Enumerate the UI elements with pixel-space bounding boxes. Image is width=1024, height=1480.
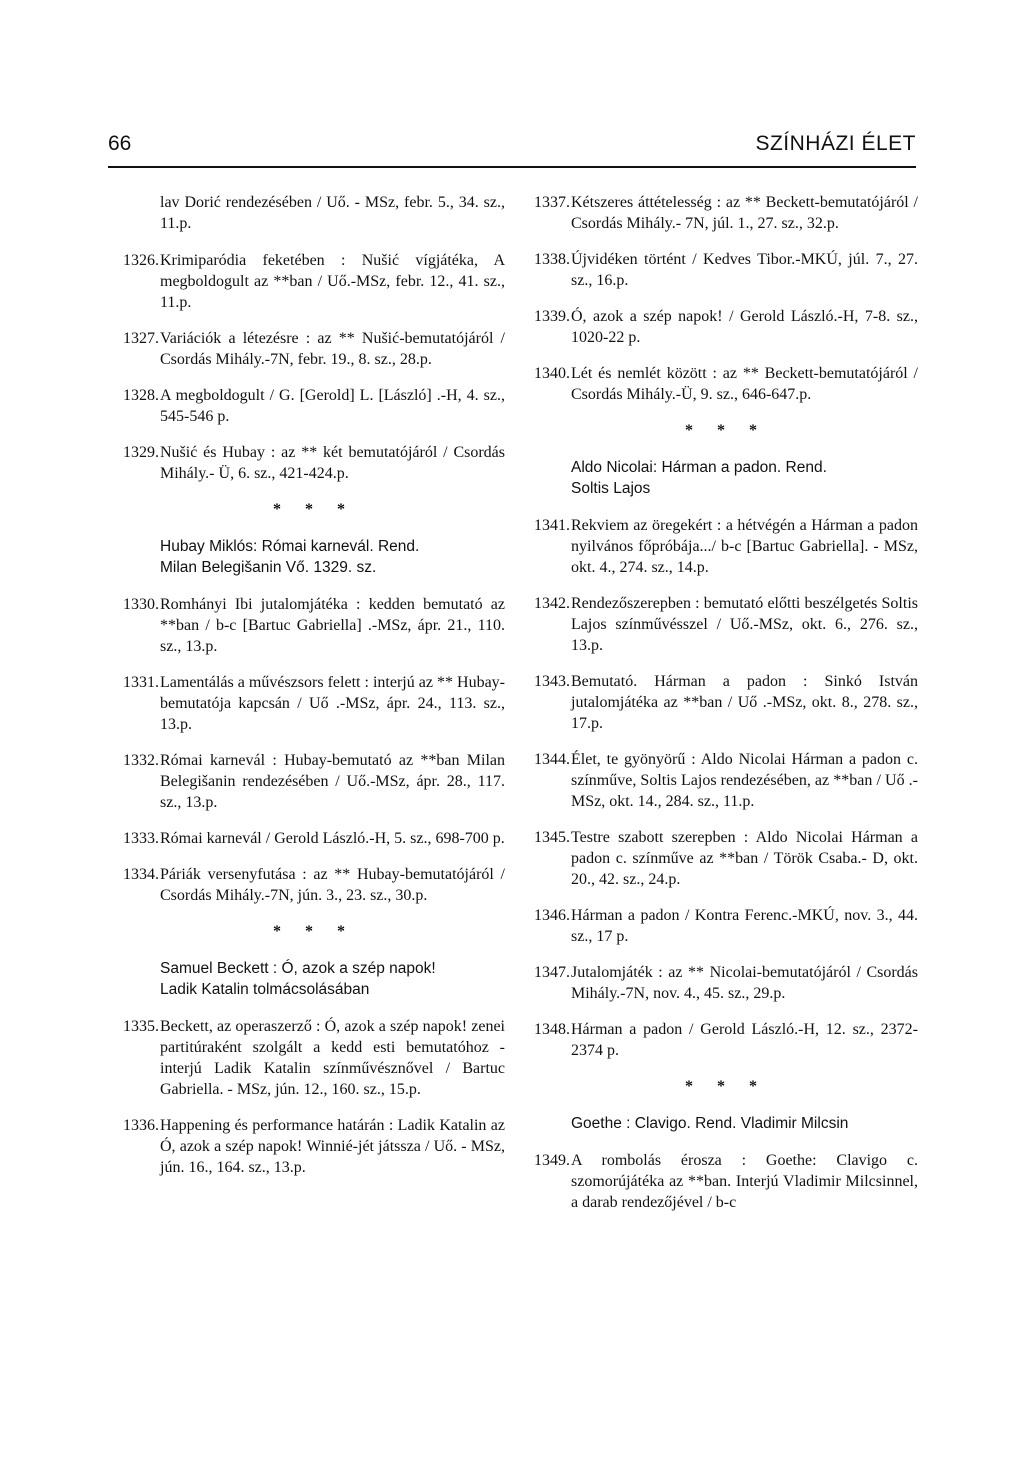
entry-number: 1345. (534, 829, 570, 846)
bibliography-entry (534, 905, 918, 947)
entry-list (534, 1150, 918, 1213)
entry-text: Ó, azok a szép napok! / Gerold László.-H, 7-8. sz., 1020-22 p. (571, 308, 918, 346)
section-heading (534, 457, 918, 499)
entry-text: Újvidéken történt / Kedves Tibor.-MKÚ, júl. 7., 27. sz., 16.p. (571, 251, 918, 289)
entry-number: 1337. (534, 194, 570, 211)
bibliography-entry (123, 672, 505, 735)
entry-list (123, 250, 505, 484)
bibliography-entry (534, 192, 918, 234)
entry-text: Hárman a padon / Gerold László.-H, 12. sz., 2372-2374 p. (571, 1021, 918, 1059)
bibliography-entry (534, 306, 918, 348)
bibliography-entry (534, 1150, 918, 1213)
entry-text: Happening és performance határán : Ladik Katalin az Ó, azok a szép napok! Winnié-jét játssza / Uő. - MSz, jún. 16., 164. sz., 13.p. (160, 1117, 505, 1176)
bibliography-entry (123, 1016, 505, 1100)
entry-number: 1343. (534, 673, 570, 690)
entry-text: Hárman a padon / Kontra Ferenc.-MKÚ, nov. 3., 44. sz., 17 p. (571, 907, 918, 945)
entry-number: 1346. (534, 907, 570, 924)
entry-number: 1347. (534, 964, 570, 981)
section-heading-line: Ladik Katalin tolmácsolásában (160, 981, 370, 998)
bibliography-entry (534, 749, 918, 812)
entry-list (123, 594, 505, 906)
bibliography-entry (534, 827, 918, 890)
header-rule (108, 166, 916, 168)
entry-number: 1331. (123, 674, 159, 691)
bibliography-entry (123, 828, 505, 849)
entry-list (534, 515, 918, 1061)
running-title: SZÍNHÁZI ÉLET (755, 132, 916, 155)
section-heading (534, 1113, 918, 1134)
entry-number: 1338. (534, 251, 570, 268)
bibliography-entry (534, 515, 918, 578)
entry-text: Rendezőszerepben : bemutató előtti beszélgetés Soltis Lajos színművésszel / Uő.-MSz, okt. 6., 276. sz., 13.p. (571, 595, 918, 654)
bibliography-entry (123, 864, 505, 906)
entry-text: Rekviem az öregekért : a hétvégén a Hárman a padon nyilvános főpróbája.../ b-c [Bartuc Gabriella]. - MSz, okt. 4., 274. sz., 14.p. (571, 517, 918, 576)
bibliography-entry (123, 442, 505, 484)
entry-text: Római karnevál / Gerold László.-H, 5. sz., 698-700 p. (160, 830, 505, 847)
entry-text: Jutalomjáték : az ** Nicolai-bemutatójáról / Csordás Mihály.-7N, nov. 4., 45. sz., 29.p. (571, 964, 918, 1002)
section-heading (123, 536, 505, 578)
entry-text: Lét és nemlét között : az ** Beckett-bemutatójáról / Csordás Mihály.-Ü, 9. sz., 646-647.p. (571, 365, 918, 403)
entry-list (534, 192, 918, 405)
entry-number: 1344. (534, 751, 570, 768)
entry-number: 1336. (123, 1117, 159, 1134)
entry-text: A megboldogult / G. [Gerold] L. [László] .-H, 4. sz., 545-546 p. (160, 387, 505, 425)
entry-text: Páriák versenyfutása : az ** Hubay-bemutatójáról / Csordás Mihály.-7N, jún. 3., 23. sz., 30.p. (160, 866, 505, 904)
section-heading-line: Aldo Nicolai: Hárman a padon. Rend. (571, 459, 827, 476)
bibliography-entry (534, 671, 918, 734)
entry-text: A rombolás érosza : Goethe: Clavigo c. szomorújátéka az **ban. Interjú Vladimir Milcsinnel, a darab rendezőjével / b-c (571, 1152, 918, 1211)
entry-text: Római karnevál : Hubay-bemutató az **ban Milan Belegišanin rendezésében / Uő.-MSz, ápr. 28., 117. sz., 13.p. (160, 752, 505, 811)
bibliography-entry (534, 962, 918, 1004)
entry-text: Kétszeres áttételesség : az ** Beckett-bemutatójáról / Csordás Mihály.- 7N, júl. 1., 27. sz., 32.p. (571, 194, 918, 232)
entry-number: 1349. (534, 1152, 570, 1169)
section-heading-line: Soltis Lajos (571, 480, 651, 497)
entry-number: 1342. (534, 595, 570, 612)
left-column (123, 192, 505, 1193)
entry-number: 1326. (123, 252, 159, 269)
right-column (534, 192, 918, 1228)
bibliography-entry (123, 1115, 505, 1178)
bibliography-entry (123, 385, 505, 427)
bibliography-entry (123, 250, 505, 313)
entry-text: Nušić és Hubay : az ** két bemutatójáról / Csordás Mihály.- Ü, 6. sz., 421-424.p. (160, 444, 505, 482)
entry-number: 1340. (534, 365, 570, 382)
entry-text: Testre szabott szerepben : Aldo Nicolai Hárman a padon c. színműve az **ban / Török Csaba.- D, okt. 20., 42. sz., 24.p. (571, 829, 918, 888)
entry-text: Krimiparódia feketében : Nušić vígjátéka, A megboldogult az **ban / Uő.-MSz, febr. 12., 41. sz., 11.p. (160, 252, 505, 311)
entry-text: Bemutató. Hárman a padon : Sinkó István jutalomjátéka az **ban / Uő .-MSz, okt. 8., 278. sz., 17.p. (571, 673, 918, 732)
entry-number: 1328. (123, 387, 159, 404)
entry-number: 1332. (123, 752, 159, 769)
entry-number: 1341. (534, 517, 570, 534)
entry-number: 1333. (123, 830, 159, 847)
continuation-text: lav Dorić rendezésében / Uő. - MSz, febr. 5., 34. sz., 11.p. (160, 194, 505, 232)
section-heading-line: Goethe : Clavigo. Rend. Vladimir Milcsin (571, 1115, 849, 1132)
entry-number: 1339. (534, 308, 570, 325)
entry-number: 1329. (123, 444, 159, 461)
section-heading-line: Hubay Miklós: Római karnevál. Rend. (160, 538, 420, 555)
section-separator: * * * (273, 501, 355, 518)
page-header (108, 126, 916, 162)
section-separator: * * * (273, 923, 355, 940)
bibliography-entry (123, 328, 505, 370)
section-heading-line: Samuel Beckett : Ó, azok a szép napok! (160, 960, 436, 977)
entry-text: Beckett, az operaszerző : Ó, azok a szép napok! zenei partitúraként szolgált a kedd esti bemutatóhoz - interjú Ladik Katalin színművésznővel / Bartuc Gabriella. - MSz, jún. 12., 160. sz., 15.p. (160, 1018, 505, 1098)
section-separator: * * * (685, 1078, 767, 1095)
entry-text: Lamentálás a művészsors felett : interjú az ** Hubay-bemutatója kapcsán / Uő .-MSz, ápr. 24., 113. sz., 13.p. (160, 674, 505, 733)
bibliography-entry (534, 363, 918, 405)
entry-number: 1334. (123, 866, 159, 883)
entry-number: 1330. (123, 596, 159, 613)
entry-text: Romhányi Ibi jutalomjátéka : kedden bemutató az **ban / b-c [Bartuc Gabriella] .-MSz, ápr. 21., 110. sz., 13.p. (160, 596, 505, 655)
section-heading (123, 958, 505, 1000)
entry-list (123, 1016, 505, 1178)
entry-number: 1327. (123, 330, 159, 347)
section-separator: * * * (685, 422, 767, 439)
entry-text: Variációk a létezésre : az ** Nušić-bemutatójáról / Csordás Mihály.-7N, febr. 19., 8. sz., 28.p. (160, 330, 505, 368)
entry-text: Élet, te gyönyörű : Aldo Nicolai Hárman a padon c. színműve, Soltis Lajos rendezésében, az **ban / Uő .-MSz, okt. 14., 284. sz., 11.p. (571, 751, 918, 810)
bibliography-entry (123, 750, 505, 813)
section-heading-line: Milan Belegišanin Vő. 1329. sz. (160, 559, 377, 576)
bibliography-entry (534, 249, 918, 291)
bibliography-entry (534, 1019, 918, 1061)
bibliography-entry (123, 594, 505, 657)
entry-number: 1348. (534, 1021, 570, 1038)
entry-number: 1335. (123, 1018, 159, 1035)
page-number: 66 (108, 132, 132, 155)
bibliography-entry (534, 593, 918, 656)
